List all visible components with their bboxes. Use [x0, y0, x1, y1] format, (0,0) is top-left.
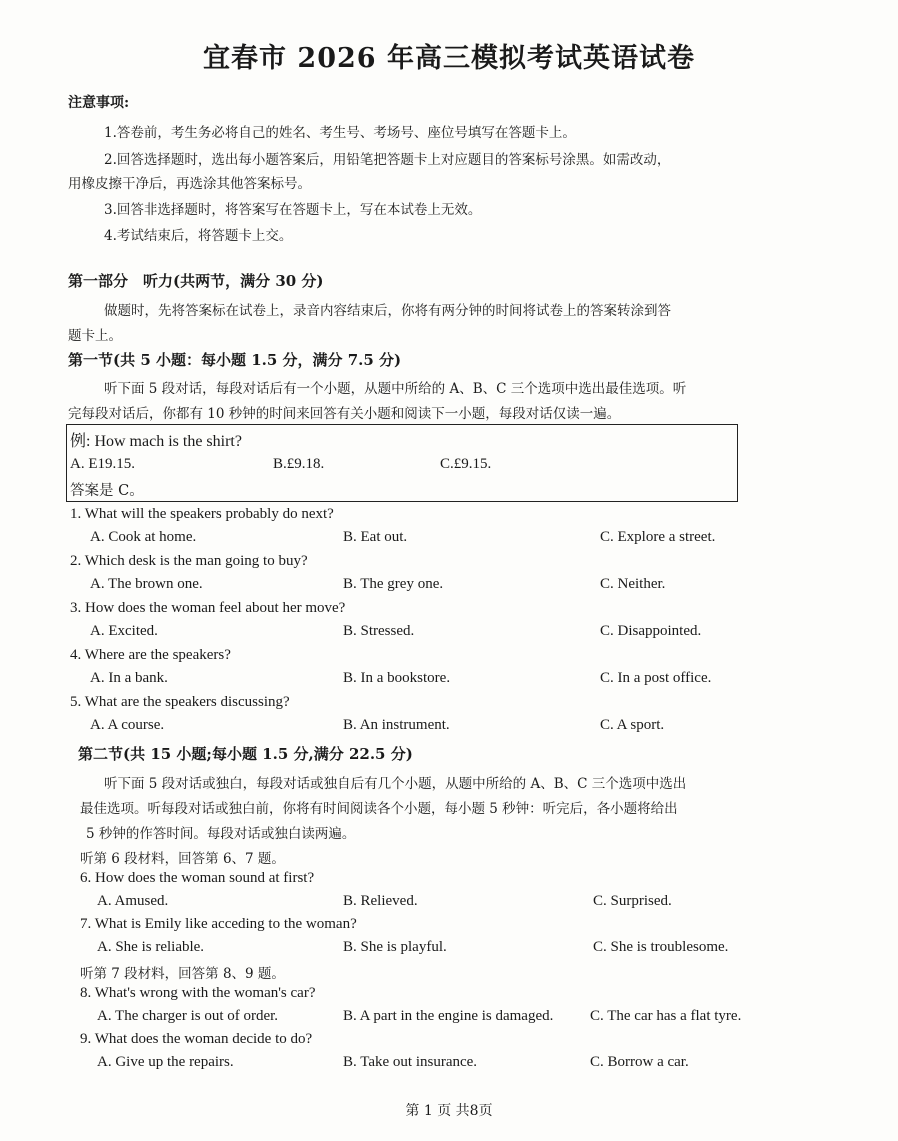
question: 8. What's wrong with the woman's car?: [80, 985, 316, 1001]
material-6-note: 听第 6 段材料，回答第 6、7 题。: [80, 851, 285, 867]
example-answer: 答案是 C。: [70, 483, 144, 499]
part1-intro: 题卡上。: [68, 328, 122, 344]
material-7-note: 听第 7 段材料，回答第 8、9 题。: [80, 966, 285, 982]
option-b: B. The grey one.: [343, 576, 444, 592]
option-b: B. A part in the engine is damaged.: [343, 1008, 554, 1024]
option-a: A. In a bank.: [90, 670, 168, 686]
question: 9. What does the woman decide to do?: [80, 1031, 313, 1047]
notice-heading: 注意事项:: [68, 95, 130, 111]
option-c: C. She is troublesome.: [593, 939, 729, 955]
option-c: C. Borrow a car.: [590, 1054, 689, 1070]
part1-heading: 第一部分 听力(共两节，满分 30 分): [68, 272, 324, 290]
section2-intro: 最佳选项。听每段对话或独白前，你将有时间阅读各个小题，每小题 5 秒钟：听完后，各小题将给出: [80, 801, 678, 817]
option-a: A. A course.: [90, 717, 165, 733]
option-b: B. Take out insurance.: [343, 1054, 478, 1070]
option-a: A. Give up the repairs.: [97, 1054, 234, 1070]
example-option-c: C.£9.15.: [440, 456, 492, 472]
option-a: A. Amused.: [97, 893, 169, 909]
option-c: C. The car has a flat tyre.: [590, 1008, 742, 1024]
option-b: B. Eat out.: [343, 529, 408, 545]
notice-line: 4.考试结束后，将答题卡上交。: [104, 228, 293, 244]
exam-title: 宜春市 2026 年高三模拟考试英语试卷: [203, 43, 695, 74]
question: 6. How does the woman sound at first?: [80, 870, 315, 886]
example-option-a: A. E19.15.: [70, 456, 135, 472]
page-footer: 第 1 页 共8页: [405, 1103, 493, 1119]
option-b: B. An instrument.: [343, 717, 450, 733]
section1-intro: 听下面 5 段对话，每段对话后有一个小题，从题中所给的 A、B、C 三个选项中选出最佳选项。听: [104, 381, 687, 397]
section2-heading: 第二节(共 15 小题;每小题 1.5 分,满分 22.5 分): [78, 745, 413, 763]
question: 5. What are the speakers discussing?: [70, 694, 290, 710]
question: 2. Which desk is the man going to buy?: [70, 553, 308, 569]
option-c: C. Surprised.: [593, 893, 672, 909]
question: 3. How does the woman feel about her move?: [70, 600, 346, 616]
option-a: A. The charger is out of order.: [97, 1008, 279, 1024]
option-c: C. Explore a street.: [600, 529, 716, 545]
notice-line: 3.回答非选择题时，将答案写在答题卡上，写在本试卷上无效。: [104, 202, 482, 218]
question: 1. What will the speakers probably do next?: [70, 506, 334, 522]
option-c: C. A sport.: [600, 717, 665, 733]
section2-intro: 听下面 5 段对话或独白，每段对话或独自后有几个小题，从题中所给的 A、B、C 三个选项中选出: [104, 776, 687, 792]
option-b: B. She is playful.: [343, 939, 447, 955]
example-option-b: B.£9.18.: [273, 456, 325, 472]
example-question: 例: How mach is the shirt?: [70, 433, 242, 450]
option-a: A. She is reliable.: [97, 939, 205, 955]
option-c: C. Disappointed.: [600, 623, 702, 639]
notice-line: 1.答卷前，考生务必将自己的姓名、考生号、考场号、座位号填写在答题卡上。: [104, 125, 576, 141]
notice-line: 2.回答选择题时，选出每小题答案后，用铅笔把答题卡上对应题目的答案标号涂黑。如需改动，: [104, 152, 671, 168]
option-c: C. In a post office.: [600, 670, 712, 686]
option-a: A. Cook at home.: [90, 529, 197, 545]
option-b: B. In a bookstore.: [343, 670, 451, 686]
question: 4. Where are the speakers?: [70, 647, 231, 663]
option-a: A. The brown one.: [90, 576, 203, 592]
option-b: B. Stressed.: [343, 623, 415, 639]
option-b: B. Relieved.: [343, 893, 418, 909]
option-c: C. Neither.: [600, 576, 666, 592]
notice-line: 用橡皮擦干净后，再选涂其他答案标号。: [68, 176, 311, 192]
option-a: A. Excited.: [90, 623, 158, 639]
section1-intro: 完每段对话后，你都有 10 秒钟的时间来回答有关小题和阅读下一小题，每段对话仅读一遍。: [68, 406, 621, 422]
question: 7. What is Emily like acceding to the woman?: [80, 916, 357, 932]
part1-intro: 做题时，先将答案标在试卷上，录音内容结束后，你将有两分钟的时间将试卷上的答案转涂到答: [104, 303, 671, 319]
section2-intro: 5 秒钟的作答时间。每段对话或独白读两遍。: [86, 826, 356, 842]
section1-heading: 第一节(共 5 小题：每小题 1.5 分，满分 7.5 分): [68, 351, 402, 369]
